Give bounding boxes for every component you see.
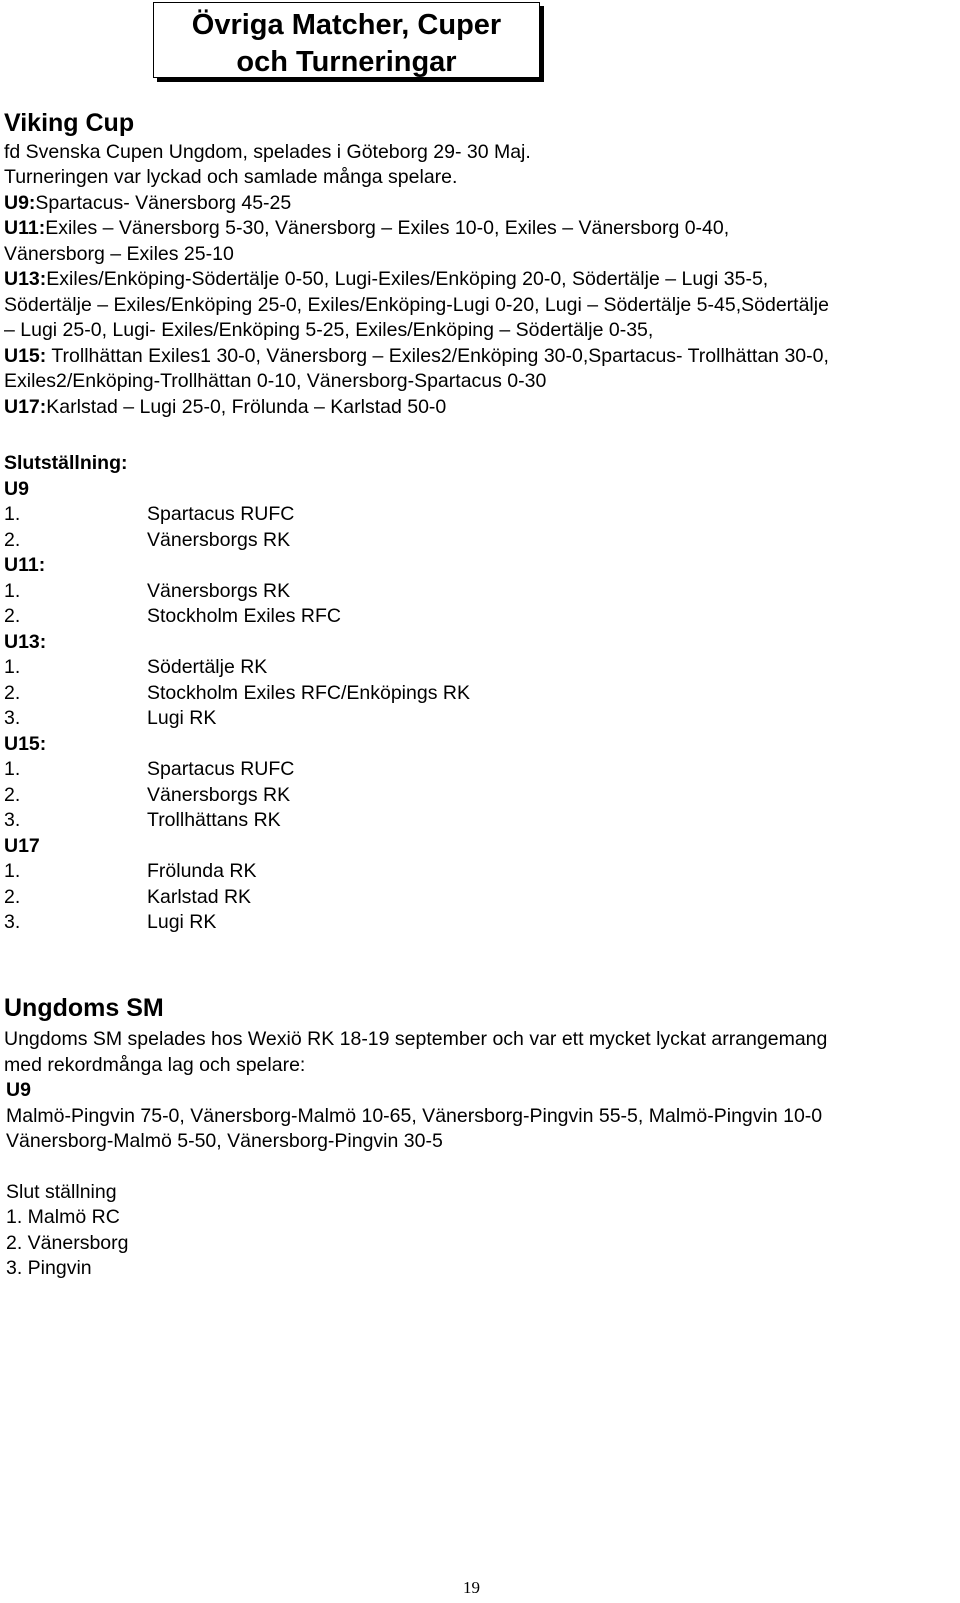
viking-u9-results — [4, 191, 291, 217]
title-line-2: och Turneringar — [236, 46, 457, 78]
viking-cup-heading: Viking Cup — [4, 109, 135, 137]
standings-row — [4, 655, 267, 681]
rank: 1. — [4, 758, 21, 780]
u17-label: U17: — [4, 396, 47, 418]
rank: 2. — [4, 605, 21, 627]
ungdoms-results-2: Vänersborg-Malmö 5-50, Vänersborg-Pingvin 30-5 — [6, 1130, 443, 1152]
final-standing-item: 3. Pingvin — [6, 1257, 92, 1279]
u15-text: Trollhättan Exiles1 30-0, Vänersborg – Exiles2/Enköping 30-0,Spartacus- Trollhättan 30-0, — [46, 345, 829, 367]
team: Frölunda RK — [147, 860, 257, 882]
rank: 1. — [4, 503, 21, 525]
team: Karlstad RK — [147, 886, 252, 908]
team: Spartacus RUFC — [147, 758, 295, 780]
rank: 1. — [4, 860, 21, 882]
standings-row — [4, 706, 216, 732]
u9-label: U9: — [4, 192, 36, 214]
standings-row — [4, 910, 216, 936]
viking-u11-results-2: Vänersborg – Exiles 25-10 — [4, 243, 234, 265]
team: Spartacus RUFC — [147, 503, 295, 525]
standings-row — [4, 783, 290, 809]
final-standing-item: 2. Vänersborg — [6, 1232, 129, 1254]
standings-group-label: U13: — [4, 631, 47, 653]
team: Lugi RK — [147, 911, 217, 933]
viking-u15-results-2: Exiles2/Enköping-Trollhättan 0-10, Vänersborg-Spartacus 0-30 — [4, 370, 547, 392]
standings-group-label: U9 — [4, 478, 29, 500]
title-line-1: Övriga Matcher, Cuper — [191, 9, 502, 41]
standings-group-label: U11: — [4, 554, 46, 576]
final-standings-heading: Slut ställning — [6, 1181, 117, 1203]
standings-heading: Slutställning: — [4, 452, 128, 474]
u9-text: Spartacus- Vänersborg 45-25 — [35, 192, 292, 214]
rank: 1. — [4, 656, 21, 678]
u11-text: Exiles – Vänersborg 5-30, Vänersborg – Exiles 10-0, Exiles – Vänersborg 0-40, — [45, 217, 730, 239]
team: Stockholm Exiles RFC/Enköpings RK — [147, 682, 470, 704]
standings-row — [4, 859, 256, 885]
standings-group-label: U17 — [4, 835, 40, 857]
rank: 3. — [4, 707, 21, 729]
standings-row — [4, 681, 470, 707]
team: Södertälje RK — [147, 656, 268, 678]
page-number: 19 — [463, 1578, 480, 1597]
rank: 2. — [4, 529, 21, 551]
standings-row — [4, 808, 281, 834]
ungdoms-intro-1: Ungdoms SM spelades hos Wexiö RK 18-19 september och var ett mycket lyckat arrangemang — [4, 1028, 828, 1050]
rank: 2. — [4, 886, 21, 908]
standings-row — [4, 604, 341, 630]
u15-label: U15: — [4, 345, 47, 367]
viking-u17-results — [4, 395, 446, 421]
team: Vänersborgs RK — [147, 580, 291, 602]
standings-row — [4, 885, 251, 911]
title-box — [153, 2, 540, 78]
team: Lugi RK — [147, 707, 217, 729]
team: Stockholm Exiles RFC — [147, 605, 341, 627]
viking-u13-results-3: – Lugi 25-0, Lugi- Exiles/Enköping 5-25, Exiles/Enköping – Södertälje 0-35, — [4, 319, 654, 341]
u17-text: Karlstad – Lugi 25-0, Frölunda – Karlstad 50-0 — [46, 396, 447, 418]
team: Vänersborgs RK — [147, 784, 291, 806]
team: Vänersborgs RK — [147, 529, 291, 551]
rank: 2. — [4, 682, 21, 704]
team: Trollhättans RK — [147, 809, 281, 831]
standings-group-label: U15: — [4, 733, 47, 755]
viking-u11-results — [4, 216, 729, 242]
final-standing-item: 1. Malmö RC — [6, 1206, 120, 1228]
u11-label: U11: — [4, 217, 46, 239]
standings-row — [4, 502, 294, 528]
ungdoms-u9-label: U9 — [6, 1079, 31, 1101]
u13-label: U13: — [4, 268, 47, 290]
standings-row — [4, 579, 290, 605]
standings-row — [4, 528, 290, 554]
ungdoms-intro-2: med rekordmånga lag och spelare: — [4, 1054, 306, 1076]
rank: 2. — [4, 784, 21, 806]
viking-u13-results-2: Södertälje – Exiles/Enköping 25-0, Exiles/Enköping-Lugi 0-20, Lugi – Södertälje 5-45,Södertälje — [4, 294, 829, 316]
viking-u15-results — [4, 344, 829, 370]
ungdoms-results-1: Malmö-Pingvin 75-0, Vänersborg-Malmö 10-65, Vänersborg-Pingvin 55-5, Malmö-Pingvin 10-0 — [6, 1105, 823, 1127]
rank: 3. — [4, 911, 21, 933]
standings-row — [4, 757, 294, 783]
viking-intro-1: fd Svenska Cupen Ungdom, spelades i Göteborg 29- 30 Maj. — [4, 141, 531, 163]
rank: 1. — [4, 580, 21, 602]
u13-text: Exiles/Enköping-Södertälje 0-50, Lugi-Exiles/Enköping 20-0, Södertälje – Lugi 35-5, — [46, 268, 769, 290]
viking-intro-2: Turneringen var lyckad och samlade många spelare. — [4, 166, 458, 188]
rank: 3. — [4, 809, 21, 831]
ungdoms-sm-heading: Ungdoms SM — [4, 994, 164, 1022]
viking-u13-results — [4, 267, 768, 293]
